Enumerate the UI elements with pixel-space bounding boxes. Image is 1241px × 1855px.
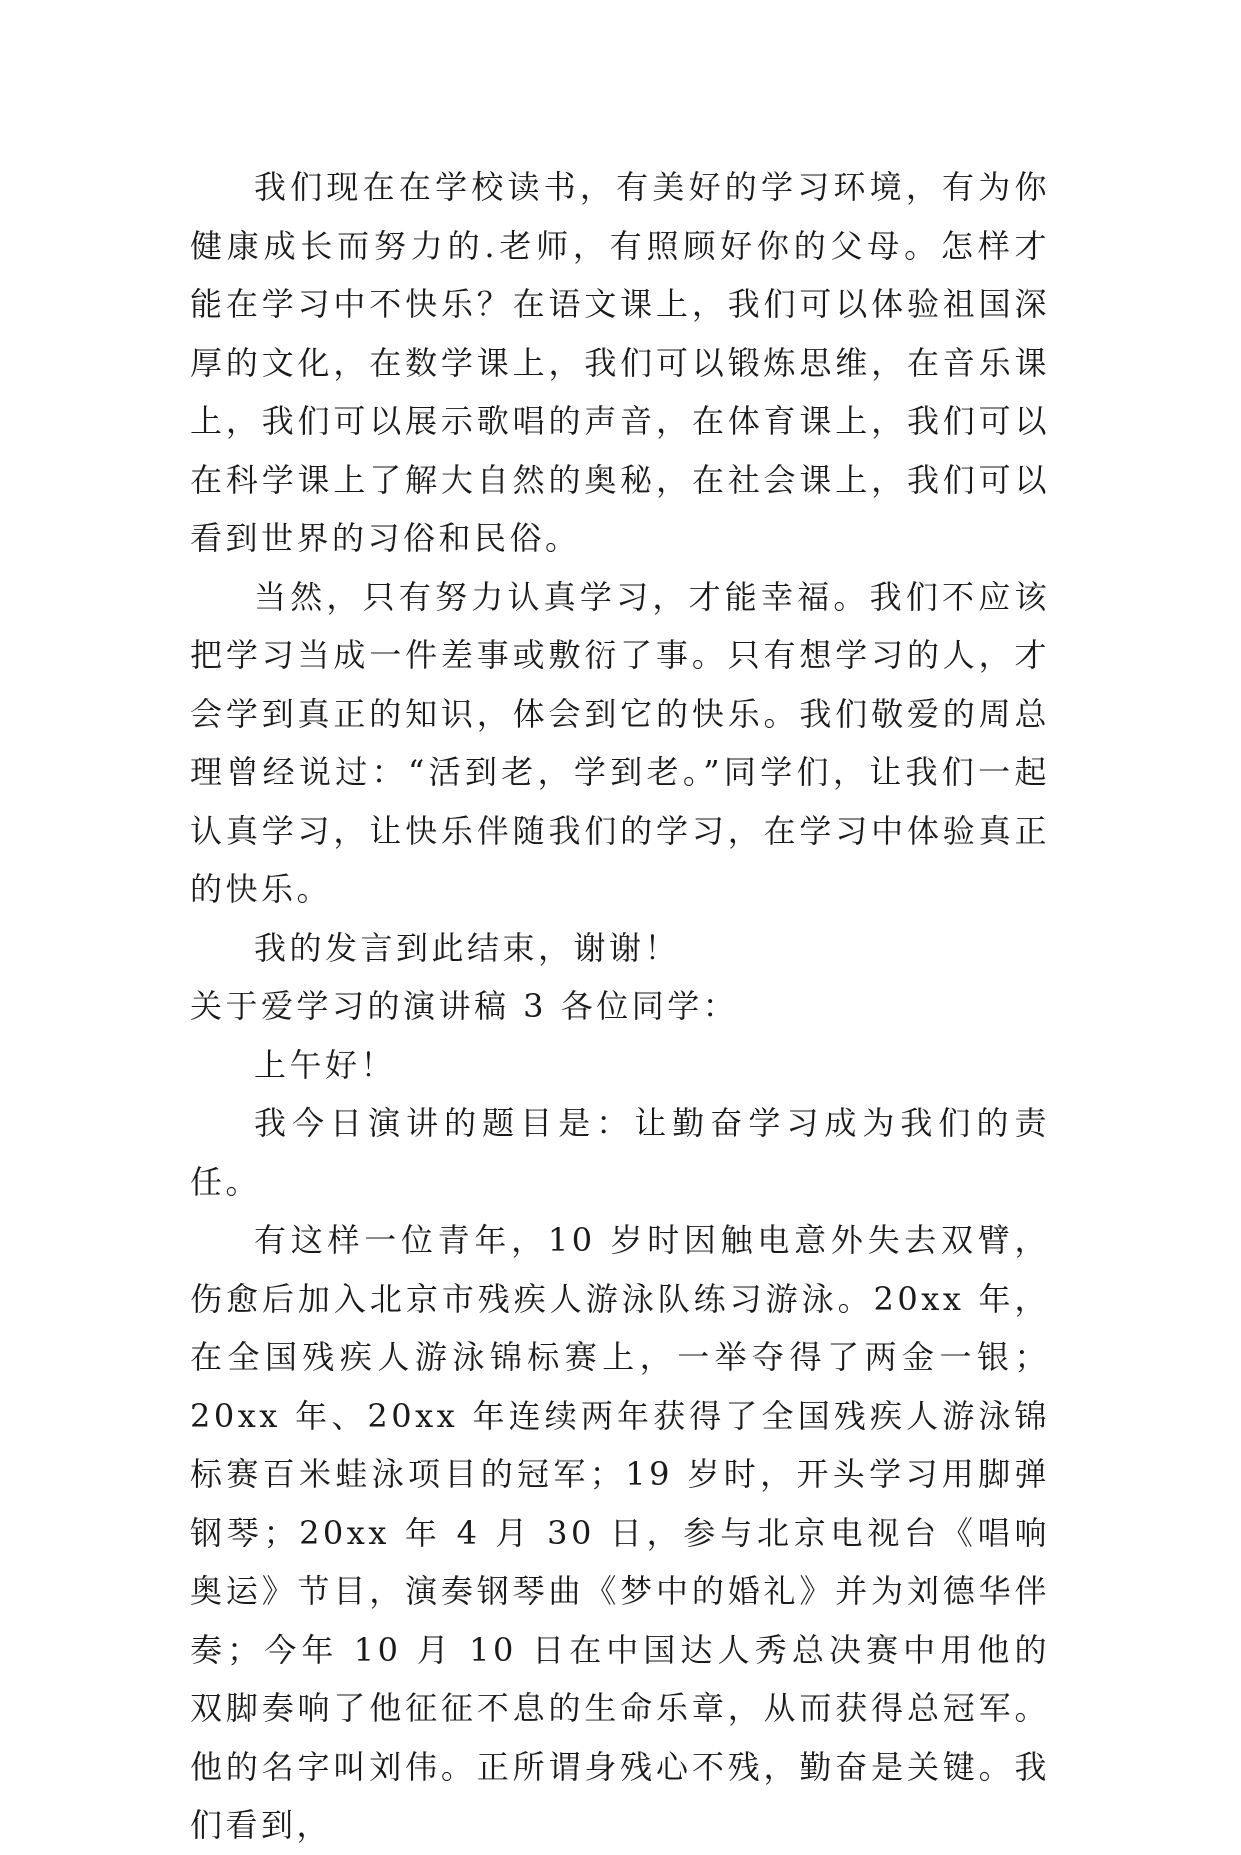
paragraph-topic: 我今日演讲的题目是：让勤奋学习成为我们的责任。: [190, 1104, 1050, 1201]
paragraph-greeting: 上午好！: [254, 1045, 397, 1084]
document-body: [190, 158, 1050, 1855]
section-heading: 关于爱学习的演讲稿 3 各位同学：: [190, 987, 739, 1025]
paragraph-1: 我们现在在学校读书，有美好的学习环境，有为你健康成长而努力的.老师，有照顾好你的父母。怎样才能在学习中不快乐？在语文课上，我们可以体验祖国深厚的文化，在数学课上，我们可以锻炼思维，在音乐课上，我们可以展示歌唱的声音，在体育课上，我们可以在科学课上了解大自然的奥秘，在社会课上，我们可以看到世界的习俗和民俗。: [190, 168, 1050, 557]
paragraph-story: 有这样一位青年，10 岁时因触电意外失去双臂，伤愈后加入北京市残疾人游泳队练习游泳。20xx 年，在全国残疾人游泳锦标赛上，一举夺得了两金一银；20xx 年、20xx 年连续两年获得了全国残疾人游泳锦标赛百米蛙泳项目的冠军；19 岁时，开头学习用脚弹钢琴；20xx 年 4 月 30 日，参与北京电视台《唱响奥运》节目，演奏钢琴曲《梦中的婚礼》并为刘德华伴奏；今年 10 月 10 日在中国达人秀总决赛中用他的双脚奏响了他征征不息的生命乐章，从而获得总冠军。他的名字叫刘伟。正所谓身残心不残，勤奋是关键。我们看到，: [190, 1221, 1050, 1844]
paragraph-3: 我的发言到此结束，谢谢！: [254, 928, 681, 967]
paragraph-2: 当然，只有努力认真学习，才能幸福。我们不应该把学习当成一件差事或敷衍了事。只有想学习的人，才会学到真正的知识，体会到它的快乐。我们敬爱的周总理曾经说过：“活到老，学到老。”同学们，让我们一起认真学习，让快乐伴随我们的学习，在学习中体验真正的快乐。: [190, 577, 1050, 908]
